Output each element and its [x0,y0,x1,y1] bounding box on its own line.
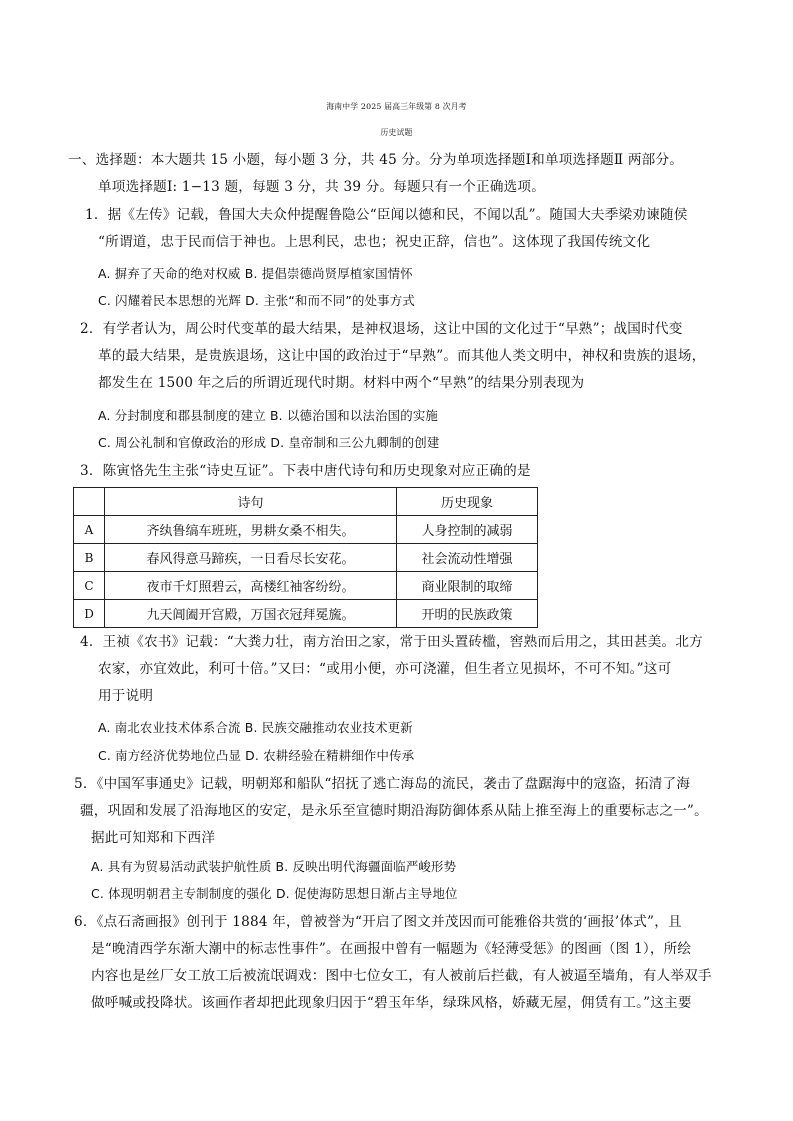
q6-stem-line1: 6．《点石斋画报》创刊于 1884 年，曾被誉为“开启了图文并茂因而可能雅俗共赏的‘画报’体式”，且 [74,914,682,930]
poetry-history-table [73,487,538,628]
table-header-cell: 诗句 [105,488,397,516]
row-letter: D [74,600,105,628]
table-row [74,600,538,628]
history-phenomenon: 人身控制的减弱 [397,516,538,544]
table-header-row [74,488,538,516]
q4-stem-line2: 农家，亦宜效此，利可十倍。”又曰：“或用小便，亦可浇灌，但生者立见损坏，不可不知。”这可 [98,661,672,677]
poem-line: 春风得意马蹄疾，一日看尽长安花。 [105,544,397,572]
table-header-cell: 历史现象 [397,488,538,516]
section-sub-heading: 单项选择题Ⅰ: 1−13 题，每题 3 分，共 39 分。每题只有一个正确选项。 [98,179,546,195]
q3-stem: 3．陈寅恪先生主张“诗史互证”。下表中唐代诗句和历史现象对应正确的是 [80,463,531,479]
subject-title: 历史试题 [380,128,413,137]
q5-stem-line1: 5．《中国军事通史》记载，明朝郑和船队“招抚了逃亡海岛的流民，袭击了盘踞海中的寇盗，拓清了海 [74,776,691,792]
q1-options-cd: C. 闪耀着民本思想的光辉 D. 主张“和而不同”的处事方式 [98,293,415,308]
poem-line: 夜市千灯照碧云，高楼红袖客纷纷。 [105,572,397,600]
q2-stem-line3: 都发生在 1500 年之后的所谓近现代时期。材料中两个“早熟”的结果分别表现为 [98,375,585,391]
q2-options-ab: A. 分封制度和郡县制度的建立 B. 以德治国和以法治国的实施 [98,408,439,423]
q6-stem-line2: 是“晚清西学东渐大潮中的标志性事件”。在画报中曾有一幅题为《轻薄受惩》的图画（图 1），所绘 [91,941,692,957]
q6-stem-line4: 做呼喊或投降状。该画作者却把此现象归因于“碧玉年华，绿珠风格，娇藏无屋，佣赁有工。”这主要 [91,995,692,1011]
q1-options-ab: A. 摒弃了天命的绝对权威 B. 提倡崇德尚贤厚植家国情怀 [98,266,413,281]
q4-options-cd: C. 南方经济优势地位凸显 D. 农耕经验在精耕细作中传承 [98,748,415,763]
q2-options-cd: C. 周公礼制和官僚政治的形成 D. 皇帝制和三公九卿制的创建 [98,435,440,450]
q1-stem-line2: “所谓道，忠于民而信于神也。上思利民，忠也；祝史正辞，信也”。这体现了我国传统文化 [98,234,651,250]
q5-stem-line2: 疆，巩固和发展了沿海地区的安定，是永乐至宣德时期沿海防御体系从陆上推至海上的重要标志之一”。 [80,803,708,819]
row-letter: A [74,516,105,544]
q5-options-cd: C. 体现明朝君主专制制度的强化 D. 促使海防思想日渐占主导地位 [91,886,458,901]
history-phenomenon: 开明的民族政策 [397,600,538,628]
table-row [74,544,538,572]
history-phenomenon: 商业限制的取缔 [397,572,538,600]
table-row [74,516,538,544]
poem-line: 九天阊阖开宫殿，万国衣冠拜冕旒。 [105,600,397,628]
section-heading: 一、选择题：本大题共 15 小题，每小题 3 分，共 45 分。分为单项选择题Ⅰ和单项选择题Ⅱ 两部分。 [68,152,684,168]
q2-stem-line1: 2．有学者认为，周公时代变革的最大结果，是神权退场，这让中国的文化过于“早熟”；战国时代变 [80,321,683,337]
q5-stem-line3: 据此可知郑和下西洋 [91,830,216,846]
q1-stem-line1: 1．据《左传》记载，鲁国大夫众仲提醒鲁隐公“臣闻以德和民，不闻以乱”。随国大夫季梁劝谏随侯 [85,207,688,223]
exam-title: 海南中学 2025 届高三年级第 8 次月考 [326,102,467,111]
table-row [74,572,538,600]
table-header-cell [74,488,105,516]
q4-stem-line1: 4．王祯《农书》记载：“大粪力壮，南方治田之家，常于田头置砖槛，窖熟而后用之，其田甚美。北方 [80,634,703,650]
q4-options-ab: A. 南北农业技术体系合流 B. 民族交融推动农业技术更新 [98,720,413,735]
history-phenomenon: 社会流动性增强 [397,544,538,572]
q5-options-ab: A. 具有为贸易活动武装护航性质 B. 反映出明代海疆面临严峻形势 [91,859,457,874]
q4-stem-line3: 用于说明 [98,688,154,704]
q2-stem-line2: 革的最大结果，是贵族退场，这让中国的政治过于“早熟”。而其他人类文明中，神权和贵族的退场， [98,348,706,364]
row-letter: B [74,544,105,572]
q6-stem-line3: 内容也是丝厂女工放工后被流氓调戏：图中七位女工，有人被前后拦截，有人被逼至墙角，有人举双手 [91,968,712,984]
row-letter: C [74,572,105,600]
poem-line: 齐纨鲁缟车班班，男耕女桑不相失。 [105,516,397,544]
